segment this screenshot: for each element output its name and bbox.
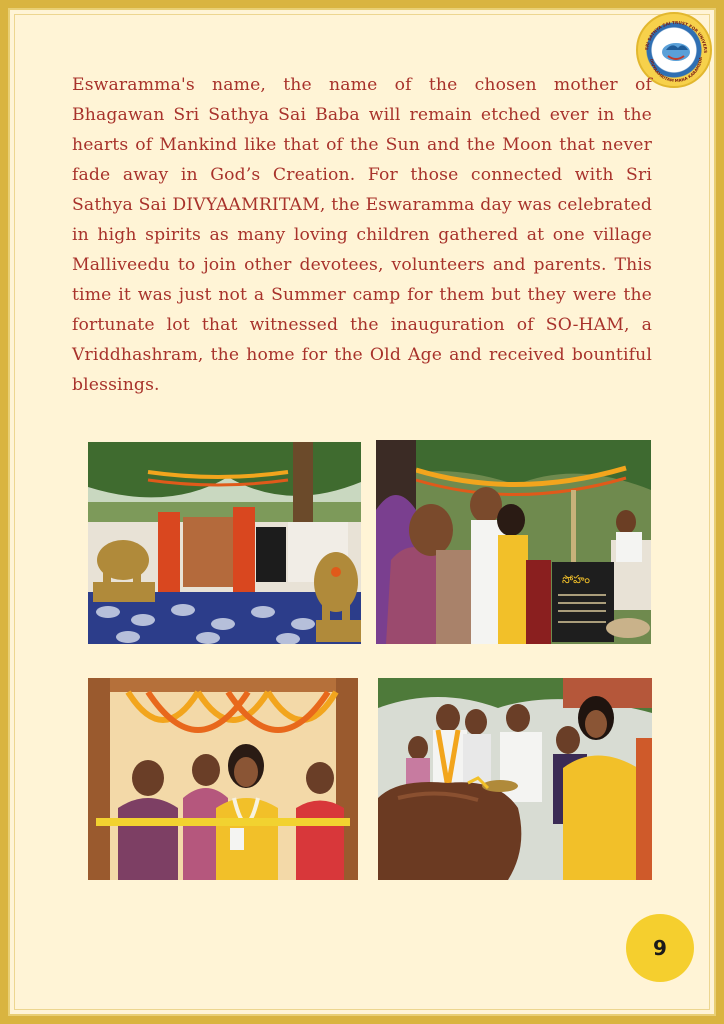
photo-cow-puja: [378, 678, 652, 880]
logo-ring-text-top: SRI SATHYA SAI TRUST FOR UNIVERS: [644, 19, 709, 54]
logo-ring-text-bottom: DIVYAAMRITAM MANA KARAMEDA: [649, 56, 704, 84]
plaque-title: సోహం: [562, 573, 590, 586]
photo-ribbon-cutting: [88, 678, 358, 880]
page-number-badge: [626, 914, 694, 982]
page-number: 9: [653, 936, 667, 960]
article-paragraph: Eswaramma's name, the name of the chosen mother of Bhagawan Sri Sathya Sai Baba will remain etched ever in the hearts of Mankind like that of the Sun and the Moon that never fade away in God’s Creation. For those connected with Sri Sathya Sai DIVYAAMRITAM, the Eswaramma day was celebrated in high spirits as many loving children gathered at one village Malliveedu to join other devotees, volunteers and parents. This time it was just not a Summer camp for them but they were the fortunate lot that witnessed the inauguration of SO-HAM, a Vriddhashram, the home for the Old Age and received bountiful blessings.: [72, 75, 652, 395]
photo-building-entrance-elephants: [88, 442, 361, 644]
photo-plaque-unveiling: [376, 440, 651, 644]
